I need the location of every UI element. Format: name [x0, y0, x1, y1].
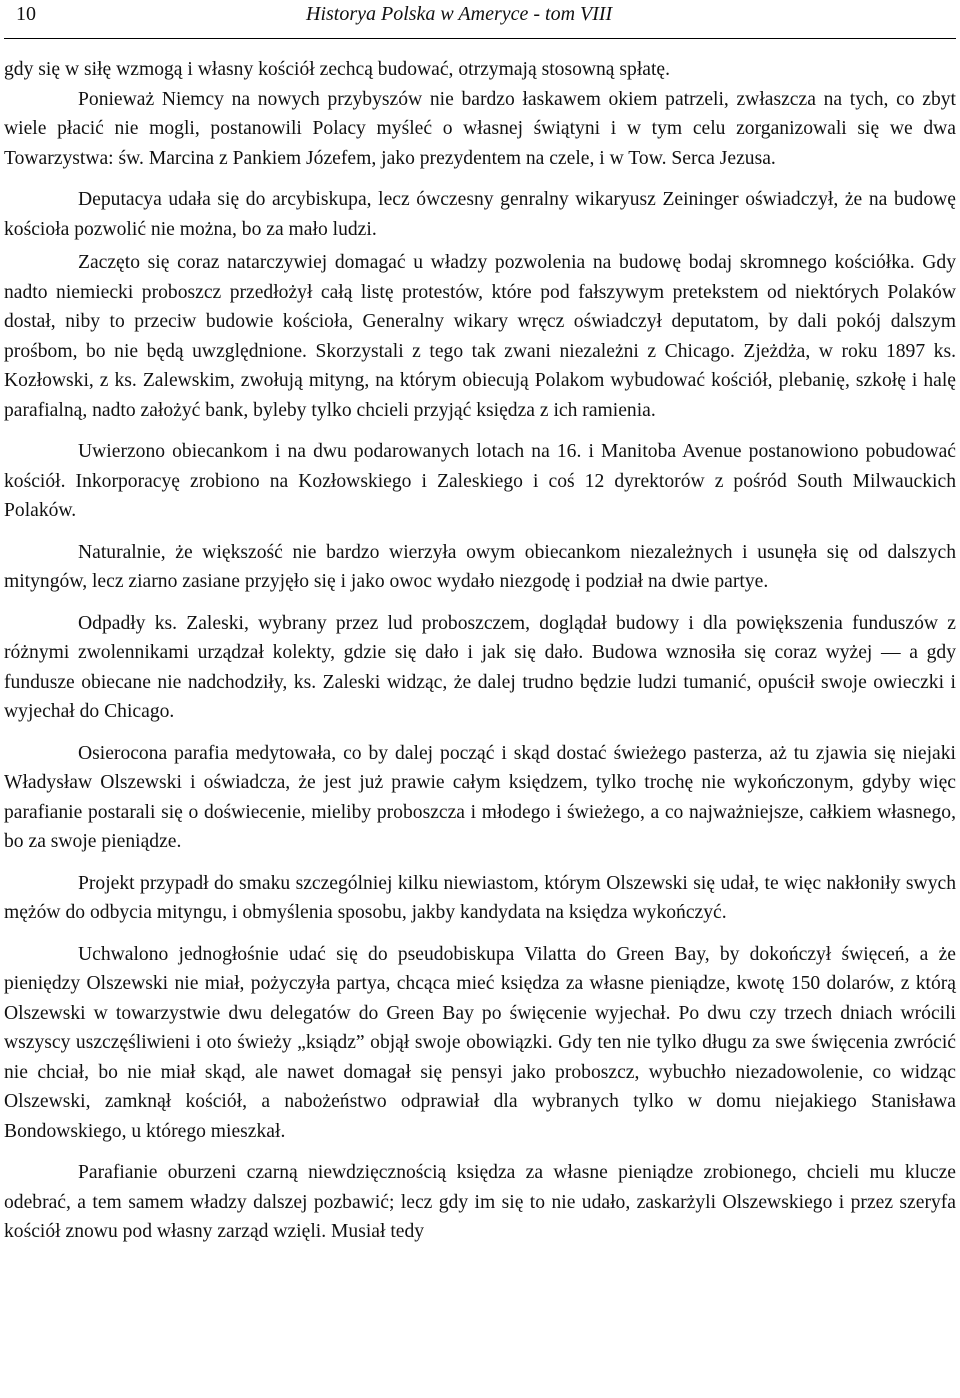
paragraph: Uchwalono jednogłośnie udać się do pseudobiskupa Vilatta do Green Bay, by dokończył święceń, a że pieniędzy Olszewski nie miał, pożyczyła partya, chcąca mieć księdza za własne pieniądze, kwotę 150 dolarów, z którą Olszewski w towarzystwie dwu delegatów do Green Bay po święcenie wyjechał. Po dwu czy trzech dniach wrócili wszyscy uszczęśliwieni i oto świeży „ksiądz” objął swoje obowiązki. Gdy ten nie tylko długu za swe święcenia zwrócić nie chciał, bo nie miał skąd, ale nawet domagał się pensyi jako proboszcz, wybuchło niezadowolenie, co widząc Olszewski, zamknął kościół, a nabożeństwo odprawiał dla wybranych tylko w domu niejakiego Stanisława Bondowskiego, u którego mieszkał.	[4, 943, 956, 1142]
paragraph: Osierocona parafia medytowała, co by dalej począć i skąd dostać świeżego pasterza, aż tu zjawia się niejaki Władysław Olszewski i oświadcza, że jest już prawie całym księdzem, tylko trochę nie wykończonym, gdyby więc parafianie postarali się o doświecenie, mieliby proboszcza i młodego i świeżego, a co najważniejsze, całkiem własnego, bo za swoje pieniądze.	[4, 742, 956, 852]
paragraph: Uwierzono obiecankom i na dwu podarowanych lotach na 16. i Manitoba Avenue postanowiono pobudować kościół. Inkorporacyę zrobiono na Kozłowskiego i Zaleskiego i coś 12 dyrektorów z pośród South Milwauckich Polaków.	[4, 441, 956, 521]
paragraph: Naturalnie, że większość nie bardzo wierzyła owym obiecankom niezależnych i usunęła się od dalszych mityngów, lecz ziarno zasiane przyjęło się i jako owoc wydało niezgodę i podział na dwie partye.	[4, 541, 956, 592]
paragraph: Parafianie oburzeni czarną niewdzięcznością księdza za własne pieniądze zrobionego, chcieli mu klucze odebrać, a tem samem władzy dalszej pozbawić; lecz gdy im się to nie udało, zaskarżyli Olszewskiego i przez szeryfa kościół znowu pod własny zarząd wzięli. Musiał tedy	[4, 1162, 956, 1242]
paragraph: Odpadły ks. Zaleski, wybrany przez lud proboszczem, doglądał budowy i dla powiększenia funduszów z różnymi zwolennikami urządzał kolekty, gdzie się dało i jak się dało. Budowa wznosiła się coraz wyżej — a gdy fundusze obiecane nie nadchodziły, ks. Zaleski widząc, że dalej trudno będzie ludzi tumanić, opuścił swoje owieczki i wyjechał do Chicago.	[4, 612, 956, 722]
paragraph: Ponieważ Niemcy na nowych przybyszów nie bardzo łaskawem okiem patrzeli, zwłaszcza na tych, co zbyt wiele płacić nie mogli, postanowili Polacy myśleć o własnej świątyni i w tym celu zorganizowali się we dwa Towarzystwa: św. Marcina z Pankiem Józefem, jako prezydentem na czele, i w Tow. Serca Jezusa.	[4, 88, 956, 169]
page-number: 10	[16, 3, 36, 25]
paragraph: Deputacya udała się do arcybiskupa, lecz ówczesny genralny wikaryusz Zeininger oświadczył, że na budowę kościoła pozwolić nie można, bo za mało ludzi.	[4, 189, 956, 240]
body-text	[4, 39, 956, 1247]
paragraph: Projekt przypadł do smaku szczególniej kilku niewiastom, którym Olszewski się udał, te więc nakłoniły swych mężów do odbycia mityngu, i obmyślenia sposobu, jakby kandydata na księdza wykończyć.	[4, 872, 956, 923]
paragraph: gdy się w siłę wzmogą i własny kościół zechcą budować, otrzymają stosowną spłatę.	[4, 59, 671, 80]
running-title: Historya Polska w Ameryce - tom VIII	[306, 3, 613, 25]
paragraph: Zaczęto się coraz natarczywiej domagać u władzy pozwolenia na budowę bodaj skromnego kościółka. Gdy nadto niemiecki proboszcz przedłożył całą listę protestów, które pod fałszywym pretekstem od niektórych Polaków dostał, niby to przeciw budowie kościoła, Generalny wikary wręcz oświadczył deputatom, by dali pokój dalszym prośbom, bo nie będą uwzględnione. Skorzystali z tego tak zwani niezależni z Chicago. Zjeżdża, w roku 1897 ks. Kozłowski, z ks. Zalewskim, zwołują mityng, na którym obiecują Polakom wybudować kościół, plebanię, szkołę i halę parafialną, nadto założyć bank, byleby tylko chcieli przyjąć księdza z ich ramienia.	[4, 252, 956, 421]
page-header	[4, 0, 956, 39]
